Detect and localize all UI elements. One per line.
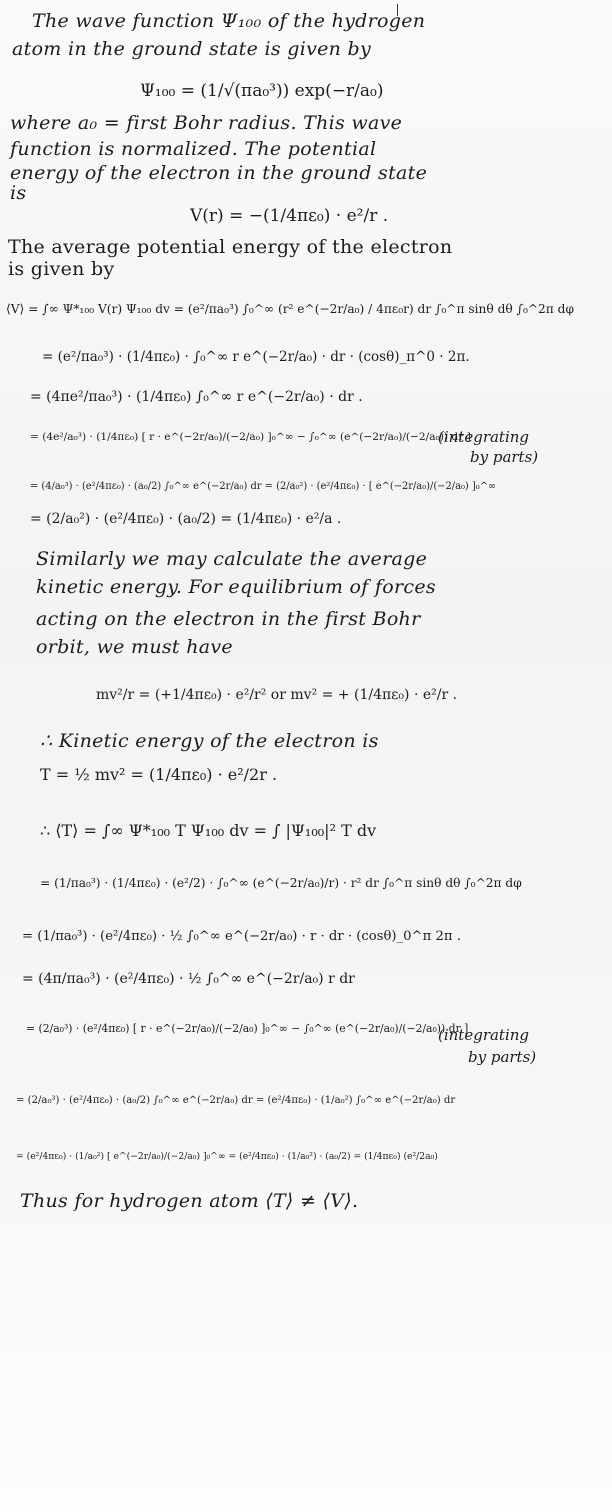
note-by-parts-1: by parts) xyxy=(470,448,539,466)
text-line-3: where a₀ = first Bohr radius. This wave xyxy=(10,112,403,134)
text-line-11: acting on the electron in the first Bohr xyxy=(36,608,421,630)
text-line-10: kinetic energy. For equilibrium of forces xyxy=(36,576,436,598)
text-line-5: energy of the electron in the ground state xyxy=(10,162,428,184)
equation-avg-v-4: = (4e²/a₀³) · (1/4πε₀) [ r · e^(−2r/a₀)/(−2/a₀) ]₀^∞ − ∫₀^∞ (e^(−2r/a₀)/(−2/a₀)) dr ] xyxy=(30,431,471,443)
note-integrating-1: (integrating xyxy=(438,428,530,446)
equation-kinetic: T = ½ mv² = (1/4πε₀) · e²/2r . xyxy=(40,765,278,784)
equation-avg-t-7: = (e²/4πε₀) · (1/a₀²) [ e^(−2r/a₀)/(−2/a₀) ]₀^∞ = (e²/4πε₀) · (1/a₀²) · (a₀/2) = (1/4πε₀) (e²/2a₀) xyxy=(16,1151,438,1162)
equation-avg-v-3: = (4πe²/πa₀³) · (1/4πε₀) ∫₀^∞ r e^(−2r/a₀) · dr . xyxy=(30,389,363,405)
equation-avg-t-6: = (2/a₀³) · (e²/4πε₀) · (a₀/2) ∫₀^∞ e^(−2r/a₀) dr = (e²/4πε₀) · (1/a₀²) ∫₀^∞ e^(−2r/a₀) dr xyxy=(16,1095,456,1106)
text-line-9: Similarly we may calculate the average xyxy=(36,548,428,570)
text-line-1: The wave function Ψ₁₀₀ of the hydrogen xyxy=(32,10,426,32)
text-line-13: ∴ Kinetic energy of the electron is xyxy=(40,730,379,752)
equation-avg-v-6: = (2/a₀²) · (e²/4πε₀) · (a₀/2) = (1/4πε₀) · e²/a . xyxy=(30,511,342,527)
text-line-7: The average potential energy of the electron xyxy=(8,236,453,258)
note-by-parts-2: by parts) xyxy=(468,1048,537,1066)
text-line-8: is given by xyxy=(8,258,115,280)
text-line-6: is xyxy=(10,182,27,204)
equation-avg-v-2: = (e²/πa₀³) · (1/4πε₀) · ∫₀^∞ r e^(−2r/a₀) · dr · (cosθ)_π^0 · 2π. xyxy=(42,349,470,365)
equation-potential: V(r) = −(1/4πε₀) · e²/r . xyxy=(190,206,389,226)
note-integrating-2: (integrating xyxy=(438,1026,530,1044)
equation-avg-t-4: = (4π/πa₀³) · (e²/4πε₀) · ½ ∫₀^∞ e^(−2r/a₀) r dr xyxy=(22,971,355,987)
conclusion-line: Thus for hydrogen atom ⟨T⟩ ≠ ⟨V⟩. xyxy=(20,1190,359,1212)
equation-wavefunction: Ψ₁₀₀ = (1/√(πa₀³)) exp(−r/a₀) xyxy=(140,81,384,101)
equation-avg-t-2: = (1/πa₀³) · (1/4πε₀) · (e²/2) · ∫₀^∞ (e^(−2r/a₀)/r) · r² dr ∫₀^π sinθ dθ ∫₀^2π dφ xyxy=(40,876,522,890)
equation-avg-t-1: ∴ ⟨T⟩ = ∫∞ Ψ*₁₀₀ T Ψ₁₀₀ dv = ∫ |Ψ₁₀₀|² T dv xyxy=(40,821,377,840)
equation-avg-t-3: = (1/πa₀³) · (e²/4πε₀) · ½ ∫₀^∞ e^(−2r/a₀) · r · dr · (cosθ)_0^π 2π . xyxy=(22,929,461,944)
text-line-2: atom in the ground state is given by xyxy=(12,38,372,60)
equation-avg-v-5: = (4/a₀³) · (e²/4πε₀) · (a₀/2) ∫₀^∞ e^(−2r/a₀) dr = (2/a₀²) · (e²/4πε₀) · [ e^(−2r/a₀)/(−2/a₀) ]₀^∞ xyxy=(30,481,497,492)
equation-avg-v-1: ⟨V⟩ = ∫∞ Ψ*₁₀₀ V(r) Ψ₁₀₀ dv = (e²/πa₀³) ∫₀^∞ (r² e^(−2r/a₀) / 4πε₀r) dr ∫₀^π sinθ dθ ∫₀^2π dφ xyxy=(6,302,575,316)
equation-force-balance: mv²/r = (+1/4πε₀) · e²/r² or mv² = + (1/4πε₀) · e²/r . xyxy=(96,687,458,703)
text-line-12: orbit, we must have xyxy=(36,636,233,658)
equation-avg-t-5: = (2/a₀³) · (e²/4πε₀) [ r · e^(−2r/a₀)/(−2/a₀) ]₀^∞ − ∫₀^∞ (e^(−2r/a₀)/(−2/a₀)) dr ] xyxy=(26,1022,469,1035)
text-line-4: function is normalized. The potential xyxy=(10,138,377,160)
